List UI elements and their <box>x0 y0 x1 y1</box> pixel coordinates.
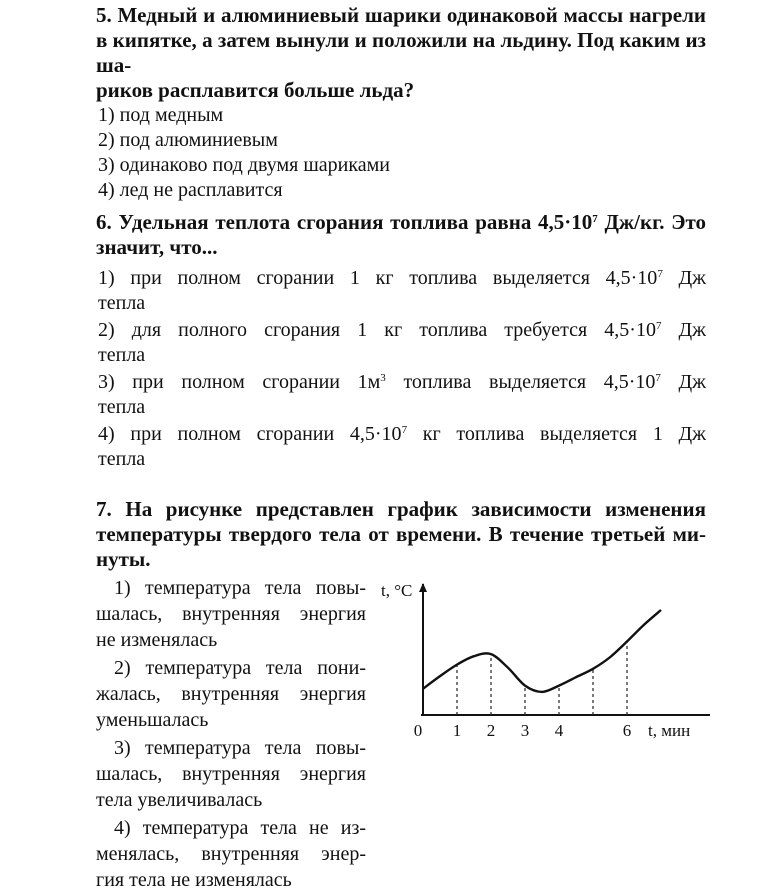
q5-option-4: 4) лед не расплавится <box>98 179 283 201</box>
x-tick-label: 2 <box>486 721 496 740</box>
heading-line: 5. Медный и алюминиевый шарики одинаковой массы нагрели <box>96 3 706 27</box>
option-line: уменьшалась <box>96 709 209 731</box>
question-6-heading <box>96 210 706 260</box>
exponent: 3 <box>380 372 386 384</box>
exponent: 7 <box>401 424 408 436</box>
q6-option-2 <box>96 318 706 368</box>
heading-line: риков расплавится больше льда? <box>96 78 415 102</box>
x-tick-label: 0 <box>413 721 423 740</box>
exponent: 7 <box>657 268 663 280</box>
question-7 <box>96 497 706 572</box>
option-continuation: тепла <box>98 448 146 470</box>
option-continuation: тепла <box>98 396 146 418</box>
option-line: шалась, внутренняя энергия <box>96 603 366 625</box>
option-line: жалась, внутренняя энергия <box>96 683 366 705</box>
guide-lines <box>457 642 627 716</box>
q7-option-1 <box>96 575 366 653</box>
x-axis-label: t, мин <box>648 721 691 740</box>
option-text: 3) при полном сгорании 1м <box>98 371 381 393</box>
option-continuation: тепла <box>98 292 146 314</box>
option-line: 3) температура тела повы- <box>114 737 366 759</box>
q7-option-3 <box>96 735 366 813</box>
question-5-heading <box>96 3 706 103</box>
q6-option-3 <box>96 370 706 420</box>
option-line: гия тела не изменялась <box>96 869 292 891</box>
option-line: тела увеличивалась <box>96 789 263 811</box>
option-line: 4) температура тела не из- <box>114 817 366 839</box>
x-tick-label: 3 <box>520 721 530 740</box>
option-text: кг топлива выделяется 1 Дж <box>407 423 706 445</box>
exponent: 7 <box>655 320 662 332</box>
option-text: 1) при полном сгорании 1 кг топлива выделяется 4,5·10 <box>98 267 658 289</box>
option-line: менялась, внутренняя энер- <box>96 843 366 865</box>
q7-option-2 <box>96 655 366 733</box>
y-axis-label: t, °C <box>381 581 413 600</box>
option-text: топлива выделяется 4,5·10 <box>385 371 656 393</box>
option-line: 1) температура тела повы- <box>114 577 366 599</box>
heading-line: температуры твердого тела от времени. В течение третьей ми- <box>96 522 706 546</box>
option-text: Дж <box>662 267 706 289</box>
exponent: 7 <box>655 372 661 384</box>
x-tick-label: 6 <box>622 721 632 740</box>
heading-line: значит, что... <box>96 235 218 259</box>
heading-text: Дж/кг. Это <box>597 210 706 234</box>
heading-line: в кипятке, а затем вынули и положили на льдину. Под каким из ша- <box>96 28 706 77</box>
option-line: не изменялась <box>96 629 218 651</box>
x-tick-label: 1 <box>452 721 462 740</box>
q7-option-4 <box>96 815 366 893</box>
q5-option-1: 1) под медным <box>98 104 224 126</box>
x-tick-label: 4 <box>554 721 564 740</box>
q6-option-1 <box>96 266 706 316</box>
option-continuation: тепла <box>98 344 146 366</box>
q6-option-4 <box>96 422 706 472</box>
question-6 <box>96 210 706 472</box>
heading-line: нуты. <box>96 547 151 571</box>
question-7-heading <box>96 497 706 572</box>
option-text: Дж <box>660 371 706 393</box>
option-line: шалась, внутренняя энергия <box>96 763 366 785</box>
temperature-time-chart <box>372 572 712 747</box>
q5-option-3: 3) одинаково под двумя шариками <box>98 154 391 176</box>
option-text: Дж <box>661 319 707 341</box>
heading-text: 6. Удельная теплота сгорания топлива равна 4,5·10 <box>96 210 593 234</box>
heading-line: 7. На рисунке представлен график зависимости изменения <box>96 497 706 521</box>
exponent: 7 <box>592 213 598 225</box>
option-line: 2) температура тела пони- <box>114 657 366 679</box>
question-5 <box>96 3 706 203</box>
q5-option-2: 2) под алюминиевым <box>98 129 278 151</box>
temperature-curve <box>423 610 661 692</box>
option-text: 2) для полного сгорания 1 кг топлива требуется 4,5·10 <box>98 319 656 341</box>
option-text: 4) при полном сгорании 4,5·10 <box>98 423 402 445</box>
x-ticks <box>414 721 632 740</box>
q7-options <box>96 575 366 895</box>
